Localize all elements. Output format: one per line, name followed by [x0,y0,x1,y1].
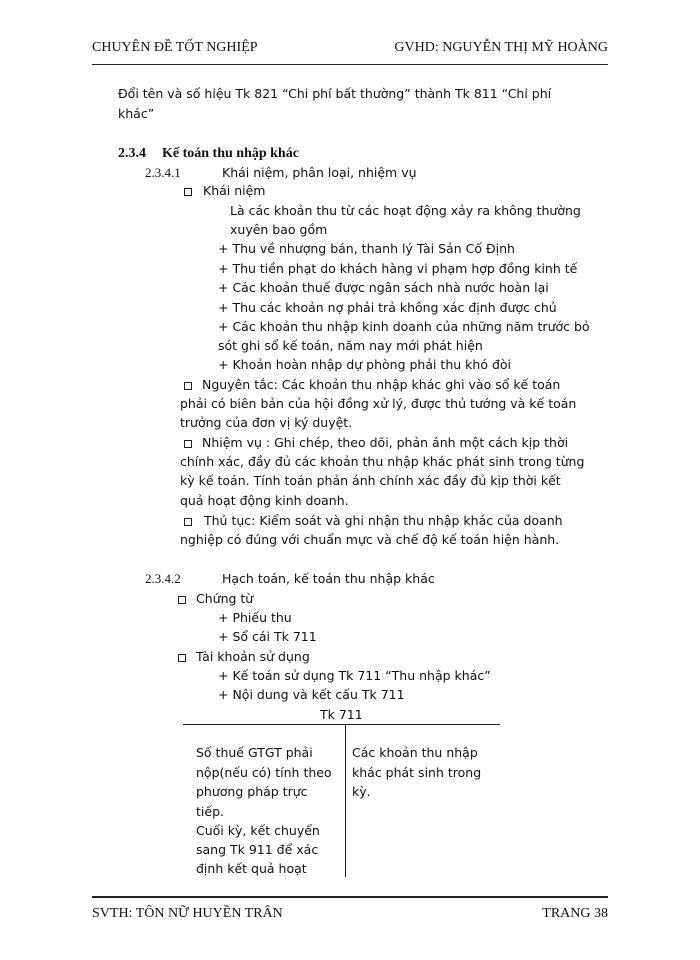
t-account-name: Tk 711 [320,707,363,722]
concept-line: + Thu tiền phạt do khách hàng vi phạm hợp đồng kinh tế [218,261,578,276]
header-rule [92,64,608,65]
checkbox-bullet-icon [178,596,186,604]
docs-title: Chứng từ [196,591,254,606]
debit-line: nộp(nếu có) tính theo [196,765,332,780]
section-title: Kế toán thu nhập khác [162,146,299,161]
concept-line: + Các khoản thuế được ngân sách nhà nước hoàn lại [218,280,549,295]
duty-line: Nhiệm vụ : Ghi chép, theo dõi, phản ánh một cách kịp thời [202,435,569,450]
footer-rule [92,896,608,898]
concept-line: + Các khoản thu nhập kinh doanh của những năm trước bỏ [218,319,590,334]
debit-line: Cuối kỳ, kết chuyển [196,823,320,838]
sub1-number: 2.3.4.1 [145,165,181,180]
debit-line: sang Tk 911 để xác [196,842,319,857]
debit-line: phương pháp trực [196,784,308,799]
duty-line: chính xác, đầy đủ các khoản thu nhập khác phát sinh trong từng [180,454,585,469]
page-header [92,40,608,62]
concept-line: + Thu về nhượng bán, thanh lý Tài Sản Cố Định [218,241,515,256]
debit-line: Số thuế GTGT phải [196,745,313,760]
sub2-title: Hạch toán, kế toán thu nhập khác [222,571,435,586]
sub2-number: 2.3.4.2 [145,571,181,586]
concept-line: + Khoản hoàn nhập dự phòng phải thu khó đòi [218,357,511,372]
t-account-divider [345,724,346,877]
principle-line: Nguyên tắc: Các khoản thu nhập khác ghi vào sổ kế toán [202,377,561,392]
credit-line: khác phát sinh trong [352,765,482,780]
principle-line: trưởng của đơn vị ký duyệt. [180,415,353,430]
procedure-line: nghiệp có đúng với chuẩn mực và chế độ kế toán hiện hành. [180,532,560,547]
section-number: 2.3.4 [118,146,146,161]
checkbox-bullet-icon [184,440,192,448]
principle-line: phải có biên bản của hội đồng xử lý, được thủ tướng và kế toán [180,396,577,411]
docs-item: + Phiếu thu [218,610,292,625]
concept-line: + Thu các khoản nợ phải trả không xác định được chủ [218,300,557,315]
footer-left: SVTH: TÔN NỮ HUYỀN TRÂN [92,906,283,921]
acct-item: + Nội dung và kết cấu Tk 711 [218,687,405,702]
procedure-line: Thủ tục: Kiểm soát và ghi nhận thu nhập khác của doanh [204,513,563,528]
checkbox-bullet-icon [184,518,192,526]
concept-line: sót ghi sổ kế toán, năm nay mới phát hiện [218,338,483,353]
credit-line: Các khoản thu nhập [352,745,478,760]
intro-line: Đổi tên và số hiệu Tk 821 “Chi phí bất thường” thành Tk 811 “Chi phí [118,86,552,101]
debit-line: tiếp. [196,804,224,819]
t-account-top-line [183,724,500,725]
checkbox-bullet-icon [184,188,192,196]
concept-title: Khái niệm [203,183,266,198]
concept-line: Là các khoản thu từ các hoạt động xảy ra không thường [230,203,581,218]
debit-line: định kết quả hoạt [196,861,307,876]
acct-title: Tài khoản sử dụng [196,649,310,664]
acct-item: + Kế toán sử dụng Tk 711 “Thu nhập khác” [218,668,491,683]
footer-right: TRANG 38 [542,906,608,921]
intro-line: khác” [118,106,155,121]
checkbox-bullet-icon [184,382,192,390]
header-right: GVHD: NGUYỄN THỊ MỸ HOÀNG [394,40,608,55]
header-left: CHUYÊN ĐỀ TỐT NGHIỆP [92,40,258,55]
docs-item: + Sổ cái Tk 711 [218,629,317,644]
concept-line: xuyên bao gồm [230,222,328,237]
sub1-title: Khái niệm, phân loại, nhiệm vụ [222,165,417,180]
credit-line: kỳ. [352,784,371,799]
duty-line: quả hoạt động kinh doanh. [180,493,349,508]
checkbox-bullet-icon [178,654,186,662]
duty-line: kỳ kế toán. Tính toán phản ánh chính xác đầy đủ kịp thời kết [180,473,561,488]
